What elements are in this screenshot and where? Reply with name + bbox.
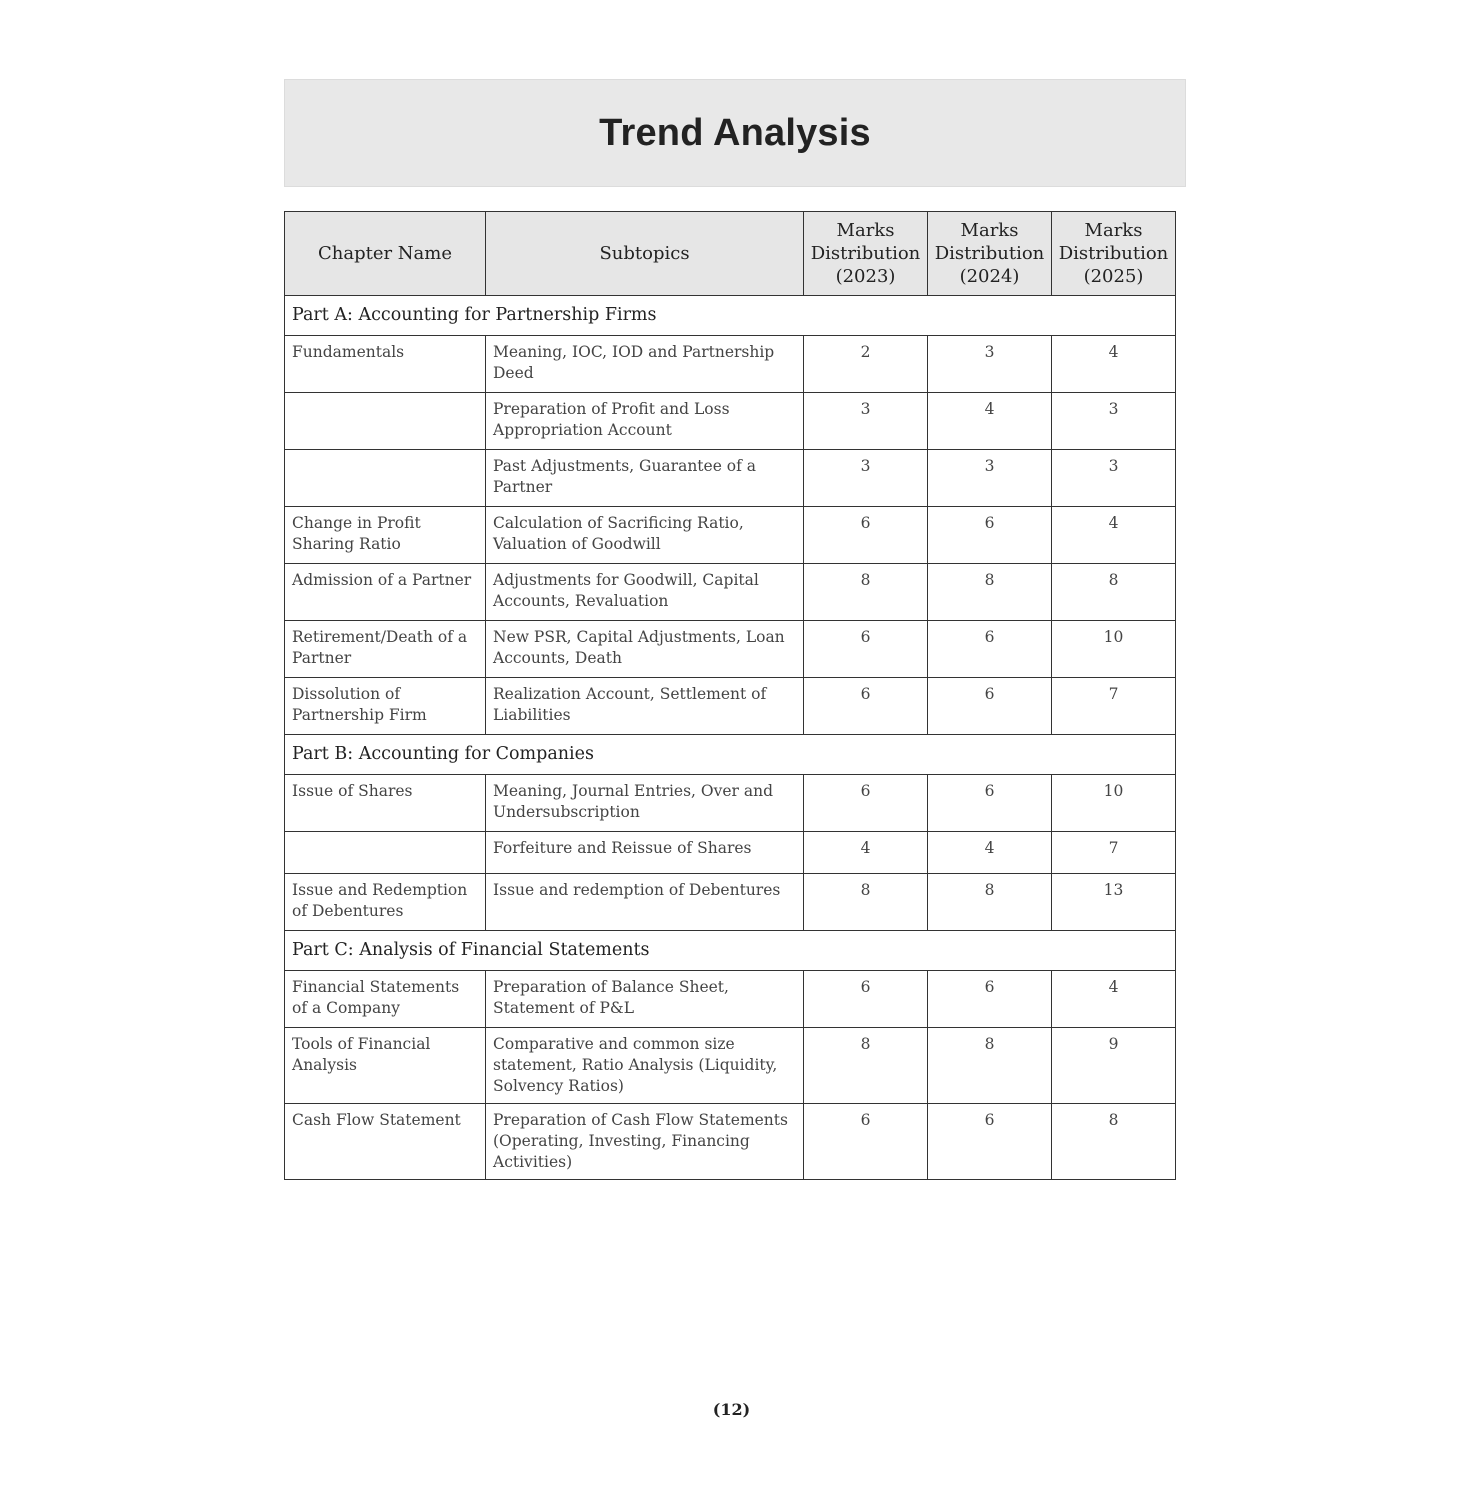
- marks-2025-cell: 8: [1052, 564, 1176, 621]
- marks-2023-cell: 8: [804, 564, 928, 621]
- trend-table: [284, 211, 1176, 1180]
- table-row: [285, 450, 1176, 507]
- marks-2025-cell: 8: [1052, 1104, 1176, 1180]
- chapter-cell: [285, 832, 486, 874]
- table-row: [285, 393, 1176, 450]
- marks-2023-cell: 6: [804, 621, 928, 678]
- subtopic-cell: Issue and redemption of Debentures: [486, 874, 804, 931]
- marks-2024-cell: 6: [928, 971, 1052, 1028]
- marks-2024-cell: 6: [928, 507, 1052, 564]
- chapter-cell: Issue and Redemption of Debentures: [285, 874, 486, 931]
- marks-2024-cell: 3: [928, 336, 1052, 393]
- header-2023-line2: Distribution: [810, 243, 921, 264]
- marks-2023-cell: 4: [804, 832, 928, 874]
- marks-2023-cell: 8: [804, 1028, 928, 1104]
- marks-2023-cell: 6: [804, 971, 928, 1028]
- marks-2023-cell: 6: [804, 507, 928, 564]
- subtopic-cell: Calculation of Sacrificing Ratio, Valuation of Goodwill: [486, 507, 804, 564]
- chapter-cell: Issue of Shares: [285, 775, 486, 832]
- header-marks-2024: [928, 212, 1052, 296]
- table-row: [285, 507, 1176, 564]
- marks-2025-cell: 13: [1052, 874, 1176, 931]
- subtopic-cell: Forfeiture and Reissue of Shares: [486, 832, 804, 874]
- marks-2023-cell: 3: [804, 450, 928, 507]
- marks-2025-cell: 7: [1052, 832, 1176, 874]
- chapter-cell: Admission of a Partner: [285, 564, 486, 621]
- marks-2024-cell: 6: [928, 678, 1052, 735]
- header-row: [285, 212, 1176, 296]
- chapter-cell: [285, 393, 486, 450]
- subtopic-cell: New PSR, Capital Adjustments, Loan Accounts, Death: [486, 621, 804, 678]
- marks-2023-cell: 6: [804, 775, 928, 832]
- marks-2024-cell: 6: [928, 621, 1052, 678]
- marks-2025-cell: 10: [1052, 621, 1176, 678]
- table-row: [285, 564, 1176, 621]
- header-marks-2025: [1052, 212, 1176, 296]
- table-row: [285, 1028, 1176, 1104]
- chapter-cell: Change in Profit Sharing Ratio: [285, 507, 486, 564]
- table-row: [285, 874, 1176, 931]
- marks-2025-cell: 3: [1052, 393, 1176, 450]
- marks-2024-cell: 4: [928, 393, 1052, 450]
- section-heading: Part C: Analysis of Financial Statements: [285, 931, 1176, 971]
- subtopic-cell: Realization Account, Settlement of Liabilities: [486, 678, 804, 735]
- chapter-cell: Fundamentals: [285, 336, 486, 393]
- marks-2024-cell: 8: [928, 564, 1052, 621]
- marks-2025-cell: 10: [1052, 775, 1176, 832]
- title-banner: [284, 79, 1186, 187]
- subtopic-cell: Comparative and common size statement, Ratio Analysis (Liquidity, Solvency Ratios): [486, 1028, 804, 1104]
- section-heading: Part A: Accounting for Partnership Firms: [285, 296, 1176, 336]
- marks-2025-cell: 4: [1052, 336, 1176, 393]
- table-row: [285, 775, 1176, 832]
- section-row: [285, 931, 1176, 971]
- marks-2025-cell: 9: [1052, 1028, 1176, 1104]
- marks-2023-cell: 3: [804, 393, 928, 450]
- header-2023-line3: (2023): [835, 266, 896, 287]
- subtopic-cell: Preparation of Profit and Loss Appropriation Account: [486, 393, 804, 450]
- marks-2025-cell: 4: [1052, 971, 1176, 1028]
- table-row: [285, 336, 1176, 393]
- section-row: [285, 735, 1176, 775]
- chapter-cell: Financial Statements of a Company: [285, 971, 486, 1028]
- page-title: Trend Analysis: [599, 111, 871, 154]
- subtopic-cell: Preparation of Cash Flow Statements (Operating, Investing, Financing Activities): [486, 1104, 804, 1180]
- chapter-cell: Dissolution of Partnership Firm: [285, 678, 486, 735]
- subtopic-cell: Preparation of Balance Sheet, Statement of P&L: [486, 971, 804, 1028]
- marks-2023-cell: 8: [804, 874, 928, 931]
- marks-2024-cell: 3: [928, 450, 1052, 507]
- subtopic-cell: Meaning, Journal Entries, Over and Undersubscription: [486, 775, 804, 832]
- header-2025-line2: Distribution: [1058, 243, 1169, 264]
- marks-2024-cell: 6: [928, 775, 1052, 832]
- table-row: [285, 678, 1176, 735]
- header-marks-2023: [804, 212, 928, 296]
- header-2024-line2: Distribution: [934, 243, 1045, 264]
- chapter-cell: Retirement/Death of a Partner: [285, 621, 486, 678]
- header-2024-line3: (2024): [959, 266, 1020, 287]
- subtopic-cell: Adjustments for Goodwill, Capital Accounts, Revaluation: [486, 564, 804, 621]
- table-row: [285, 1104, 1176, 1180]
- header-2025-line1: Marks: [1084, 220, 1143, 241]
- table-row: [285, 971, 1176, 1028]
- section-row: [285, 296, 1176, 336]
- chapter-cell: [285, 450, 486, 507]
- subtopic-cell: Past Adjustments, Guarantee of a Partner: [486, 450, 804, 507]
- subtopic-cell: Meaning, IOC, IOD and Partnership Deed: [486, 336, 804, 393]
- marks-2023-cell: 2: [804, 336, 928, 393]
- marks-2024-cell: 4: [928, 832, 1052, 874]
- header-2024-line1: Marks: [960, 220, 1019, 241]
- marks-2023-cell: 6: [804, 678, 928, 735]
- marks-2024-cell: 8: [928, 874, 1052, 931]
- marks-2024-cell: 6: [928, 1104, 1052, 1180]
- table-row: [285, 621, 1176, 678]
- chapter-cell: Cash Flow Statement: [285, 1104, 486, 1180]
- table-row: [285, 832, 1176, 874]
- header-subtopics: Subtopics: [486, 212, 804, 296]
- page-number: (12): [712, 1400, 751, 1419]
- marks-2025-cell: 4: [1052, 507, 1176, 564]
- header-chapter-name: Chapter Name: [285, 212, 486, 296]
- marks-2023-cell: 6: [804, 1104, 928, 1180]
- marks-2025-cell: 7: [1052, 678, 1176, 735]
- marks-2024-cell: 8: [928, 1028, 1052, 1104]
- header-2025-line3: (2025): [1083, 266, 1144, 287]
- table-body: [285, 296, 1176, 1180]
- marks-2025-cell: 3: [1052, 450, 1176, 507]
- chapter-cell: Tools of Financial Analysis: [285, 1028, 486, 1104]
- section-heading: Part B: Accounting for Companies: [285, 735, 1176, 775]
- header-2023-line1: Marks: [836, 220, 895, 241]
